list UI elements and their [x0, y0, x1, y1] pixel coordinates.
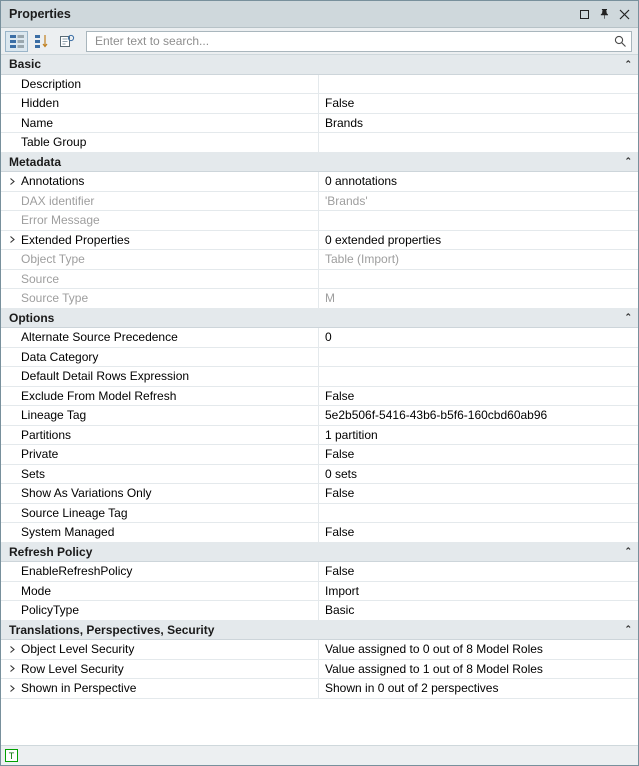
property-name-label: Lineage Tag	[21, 408, 87, 423]
property-row[interactable]	[1, 348, 638, 368]
property-value-cell[interactable]	[319, 231, 638, 250]
property-name-label: Object Level Security	[21, 642, 135, 657]
property-value-label: 0 sets	[325, 466, 358, 481]
property-value-cell[interactable]	[319, 562, 638, 581]
property-value-label: Import	[325, 583, 360, 598]
property-name-cell[interactable]	[1, 484, 319, 503]
property-value-label: 1 partition	[325, 427, 378, 442]
property-row[interactable]	[1, 250, 638, 270]
property-row[interactable]	[1, 679, 638, 699]
property-name-label: Private	[21, 447, 59, 462]
property-group-label: Options	[9, 310, 55, 325]
table-status-icon: T	[5, 749, 18, 762]
property-value-cell[interactable]	[319, 660, 638, 679]
expand-chevron-icon[interactable]	[5, 684, 19, 693]
property-name-label: Mode	[21, 583, 52, 598]
property-group-label: Basic	[9, 57, 42, 72]
property-row[interactable]	[1, 426, 638, 446]
property-name-label: Source Type	[21, 291, 89, 306]
property-value-cell[interactable]	[319, 192, 638, 211]
property-row[interactable]	[1, 504, 638, 524]
property-value-cell[interactable]	[319, 406, 638, 425]
property-row[interactable]	[1, 328, 638, 348]
property-name-cell[interactable]	[1, 231, 319, 250]
property-value-cell[interactable]	[319, 367, 638, 386]
chevron-up-icon[interactable]: ⌃	[624, 624, 632, 635]
property-value-cell[interactable]	[319, 523, 638, 542]
property-value-cell[interactable]	[319, 328, 638, 347]
property-value-label: Value assigned to 0 out of 8 Model Roles	[325, 642, 543, 657]
property-value-cell[interactable]	[319, 504, 638, 523]
property-row[interactable]	[1, 445, 638, 465]
property-row[interactable]	[1, 640, 638, 660]
property-value-label: False	[325, 447, 355, 462]
property-value-cell[interactable]	[319, 387, 638, 406]
property-name-cell[interactable]	[1, 133, 319, 152]
property-value-label: False	[325, 96, 355, 111]
property-name-cell[interactable]	[1, 465, 319, 484]
property-group-header[interactable]	[1, 543, 638, 563]
property-name-label: Shown in Perspective	[21, 681, 137, 696]
property-group-header[interactable]	[1, 309, 638, 329]
property-name-cell[interactable]	[1, 426, 319, 445]
property-value-cell[interactable]	[319, 75, 638, 94]
property-value-cell[interactable]	[319, 94, 638, 113]
property-name-label: Sets	[21, 466, 46, 481]
property-value-label: Table (Import)	[325, 252, 400, 267]
property-name-label: Default Detail Rows Expression	[21, 369, 190, 384]
property-value-label: 0	[325, 330, 332, 345]
property-value-label: 0 extended properties	[325, 232, 442, 247]
toolbar	[1, 28, 638, 55]
property-name-label: Error Message	[21, 213, 100, 228]
property-value-cell[interactable]	[319, 426, 638, 445]
property-value-label: Value assigned to 1 out of 8 Model Roles	[325, 661, 543, 676]
property-value-label: Shown in 0 out of 2 perspectives	[325, 681, 499, 696]
expand-chevron-icon[interactable]	[5, 664, 19, 673]
property-name-cell[interactable]	[1, 406, 319, 425]
property-row[interactable]	[1, 75, 638, 95]
property-name-cell[interactable]	[1, 367, 319, 386]
property-group-header[interactable]	[1, 55, 638, 75]
property-row[interactable]	[1, 523, 638, 543]
property-row[interactable]	[1, 94, 638, 114]
property-row[interactable]	[1, 211, 638, 231]
property-value-label: False	[325, 525, 355, 540]
properties-pages-button[interactable]	[55, 31, 78, 52]
property-name-cell[interactable]	[1, 504, 319, 523]
property-value-label: 'Brands'	[325, 193, 368, 208]
property-row[interactable]	[1, 387, 638, 407]
property-name-cell[interactable]	[1, 387, 319, 406]
search-box[interactable]	[86, 31, 632, 52]
property-name-label: Extended Properties	[21, 232, 130, 247]
property-grid[interactable]	[1, 55, 638, 745]
categorized-view-button[interactable]	[5, 31, 28, 52]
property-name-cell[interactable]	[1, 114, 319, 133]
status-bar	[1, 745, 638, 765]
property-name-label: Source Lineage Tag	[21, 505, 128, 520]
property-group-header[interactable]	[1, 153, 638, 173]
property-name-cell[interactable]	[1, 75, 319, 94]
property-name-cell[interactable]	[1, 250, 319, 269]
property-name-label: Annotations	[21, 174, 85, 189]
property-row[interactable]	[1, 582, 638, 602]
property-name-cell[interactable]	[1, 445, 319, 464]
property-name-label: Name	[21, 115, 54, 130]
property-name-cell[interactable]	[1, 289, 319, 308]
alphabetical-sort-button[interactable]	[30, 31, 53, 52]
property-row[interactable]	[1, 660, 638, 680]
property-row[interactable]	[1, 465, 638, 485]
property-name-cell[interactable]	[1, 640, 319, 659]
property-value-cell[interactable]	[319, 640, 638, 659]
property-value-label: False	[325, 388, 355, 403]
property-value-cell[interactable]	[319, 601, 638, 620]
property-value-cell[interactable]	[319, 250, 638, 269]
property-name-cell[interactable]	[1, 192, 319, 211]
property-name-cell[interactable]	[1, 601, 319, 620]
chevron-up-icon[interactable]: ⌃	[624, 546, 632, 557]
search-input[interactable]	[93, 32, 613, 51]
property-group-label: Metadata	[9, 154, 62, 169]
property-name-cell[interactable]	[1, 679, 319, 698]
property-name-label: DAX identifier	[21, 193, 95, 208]
search-icon	[613, 34, 627, 48]
property-name-label: Exclude From Model Refresh	[21, 388, 177, 403]
property-name-cell[interactable]	[1, 211, 319, 230]
property-name-cell[interactable]	[1, 270, 319, 289]
property-value-label: 5e2b506f-5416-43b6-b5f6-160cbd60ab96	[325, 408, 548, 423]
close-button[interactable]	[614, 4, 634, 24]
property-row[interactable]	[1, 562, 638, 582]
property-name-cell[interactable]	[1, 328, 319, 347]
property-row[interactable]	[1, 133, 638, 153]
property-value-cell[interactable]	[319, 679, 638, 698]
property-value-label: Brands	[325, 115, 364, 130]
property-value-label: 0 annotations	[325, 174, 398, 189]
property-name-cell[interactable]	[1, 94, 319, 113]
property-row[interactable]	[1, 367, 638, 387]
property-group-label: Refresh Policy	[9, 544, 93, 559]
property-name-cell[interactable]	[1, 523, 319, 542]
property-name-label: Alternate Source Precedence	[21, 330, 178, 345]
property-row[interactable]	[1, 406, 638, 426]
property-row[interactable]	[1, 270, 638, 290]
property-name-cell[interactable]	[1, 660, 319, 679]
property-row[interactable]	[1, 484, 638, 504]
property-name-label: Data Category	[21, 349, 99, 364]
property-name-label: EnableRefreshPolicy	[21, 564, 133, 579]
property-name-cell[interactable]	[1, 582, 319, 601]
title-bar	[1, 1, 638, 28]
expand-chevron-icon[interactable]	[5, 235, 19, 244]
property-row[interactable]	[1, 601, 638, 621]
expand-chevron-icon[interactable]	[5, 645, 19, 654]
property-value-cell[interactable]	[319, 133, 638, 152]
property-value-label: False	[325, 564, 355, 579]
property-value-cell[interactable]	[319, 114, 638, 133]
property-value-label: M	[325, 291, 335, 306]
chevron-up-icon[interactable]: ⌃	[624, 156, 632, 167]
property-row[interactable]	[1, 289, 638, 309]
property-name-label: Row Level Security	[21, 661, 124, 676]
property-value-label: Basic	[325, 603, 355, 618]
property-value-cell[interactable]	[319, 465, 638, 484]
window-title: Properties	[9, 7, 71, 21]
property-value-cell[interactable]	[319, 270, 638, 289]
property-value-cell[interactable]	[319, 348, 638, 367]
property-name-label: Description	[21, 76, 82, 91]
property-value-cell[interactable]	[319, 484, 638, 503]
property-value-cell[interactable]	[319, 582, 638, 601]
property-name-cell[interactable]	[1, 348, 319, 367]
property-name-label: Show As Variations Only	[21, 486, 152, 501]
property-name-label: System Managed	[21, 525, 115, 540]
property-name-cell[interactable]	[1, 562, 319, 581]
restore-button[interactable]	[574, 4, 594, 24]
property-name-label: Source	[21, 271, 60, 286]
property-name-label: Object Type	[21, 252, 85, 267]
property-name-label: Partitions	[21, 427, 72, 442]
property-value-cell[interactable]	[319, 445, 638, 464]
property-row[interactable]	[1, 192, 638, 212]
property-name-label: PolicyType	[21, 603, 80, 618]
property-group-label: Translations, Perspectives, Security	[9, 622, 215, 637]
property-name-cell[interactable]	[1, 172, 319, 191]
chevron-up-icon[interactable]: ⌃	[624, 58, 632, 69]
property-name-label: Table Group	[21, 135, 87, 150]
property-row[interactable]	[1, 114, 638, 134]
property-name-label: Hidden	[21, 96, 60, 111]
expand-chevron-icon[interactable]	[5, 177, 19, 186]
property-value-cell[interactable]	[319, 289, 638, 308]
chevron-up-icon[interactable]: ⌃	[624, 312, 632, 323]
pin-button[interactable]	[594, 4, 614, 24]
property-value-cell[interactable]	[319, 172, 638, 191]
property-value-label: False	[325, 486, 355, 501]
property-row[interactable]	[1, 231, 638, 251]
property-row[interactable]	[1, 172, 638, 192]
property-value-cell[interactable]	[319, 211, 638, 230]
property-group-header[interactable]	[1, 621, 638, 641]
